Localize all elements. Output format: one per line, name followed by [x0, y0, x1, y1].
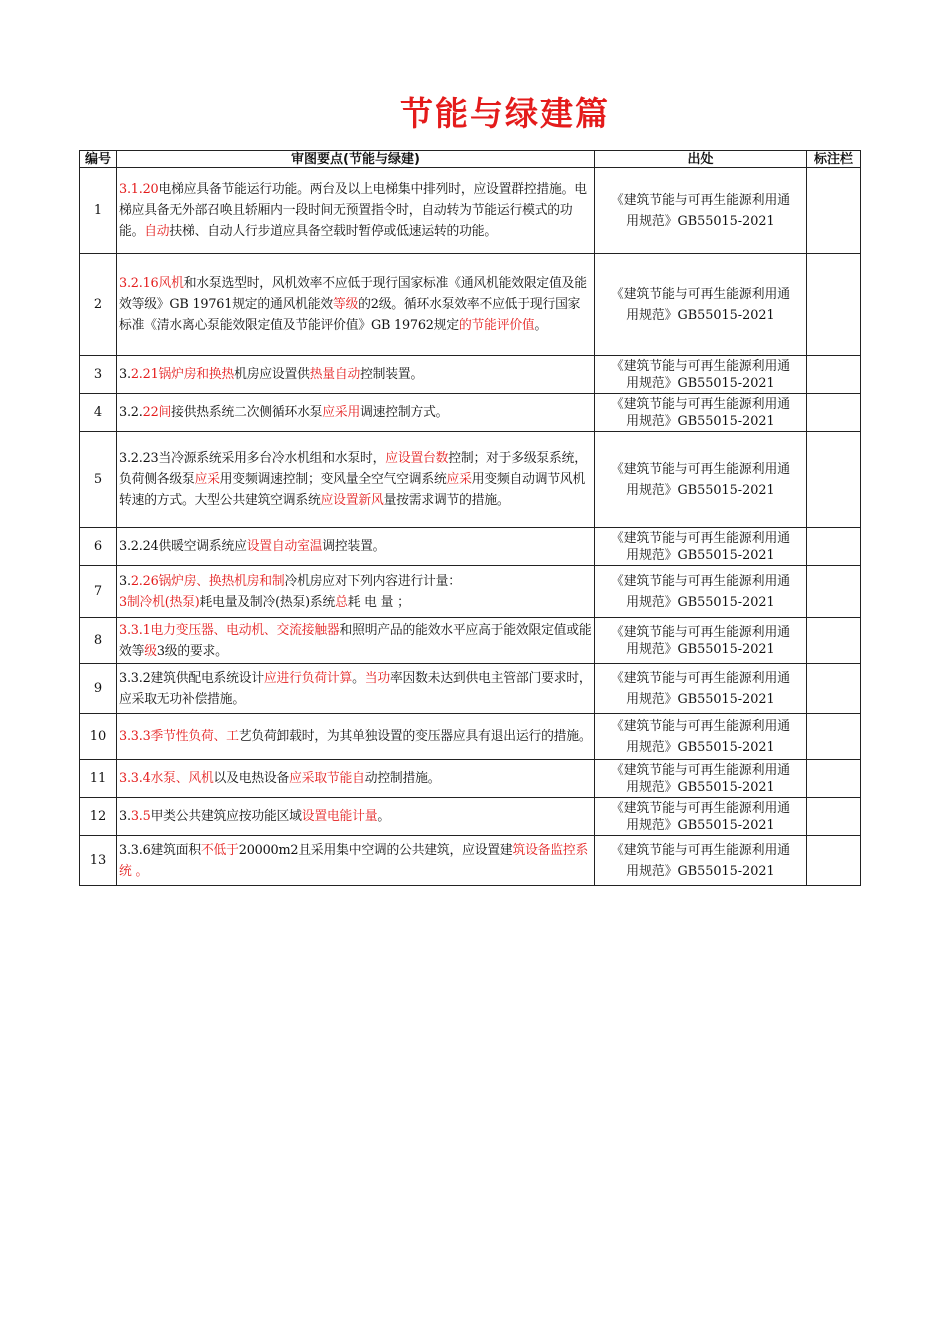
point-text: 冷机房应对下列内容进行计量：	[284, 573, 461, 589]
highlight-text: 筑设备监控系统 。	[119, 842, 589, 879]
source-line: 用规范》GB55015-2021	[626, 307, 775, 323]
source-line: 用规范》GB55015-2021	[626, 547, 775, 563]
point-text: 3级的要求。	[156, 643, 228, 659]
highlight-text: 应设置新风	[320, 493, 384, 508]
source-line: 《建筑节能与可再生能源利用通	[610, 800, 791, 816]
note-cell[interactable]	[807, 836, 861, 886]
source-citation	[595, 168, 807, 254]
source-citation	[595, 254, 807, 356]
highlight-text: 当功	[364, 670, 390, 686]
row-number: 4	[80, 394, 117, 432]
source-line: 用规范》GB55015-2021	[626, 213, 775, 229]
note-cell[interactable]	[807, 394, 861, 432]
row-number: 3	[80, 356, 117, 394]
point-text: 耗 电 量 ；	[347, 594, 410, 610]
review-point	[117, 528, 595, 566]
highlight-text: 2.21锅炉房和换热	[130, 367, 235, 382]
review-point	[117, 760, 595, 798]
point-text: 的2级。循环水泵效率不应低于现行国家标准《清水离心泵能效限定值及节能评价值》GB 19762规定	[119, 297, 581, 333]
note-cell[interactable]	[807, 714, 861, 760]
table-row	[80, 254, 861, 356]
table-row	[80, 714, 861, 760]
point-text: 3.	[119, 809, 131, 824]
row-number: 2	[80, 254, 117, 356]
point-text: 率因数未达到供电主管部门要求时，应采取无功补偿措施。	[119, 670, 592, 707]
row-number: 8	[80, 618, 117, 664]
source-line: 用规范》GB55015-2021	[626, 594, 775, 610]
source-line: 用规范》GB55015-2021	[626, 863, 775, 879]
note-cell[interactable]	[807, 356, 861, 394]
source-line: 《建筑节能与可再生能源利用通	[610, 530, 791, 546]
table-row	[80, 664, 861, 714]
point-text: 用变频调速控制；变风量全空气空调系统	[219, 472, 447, 487]
review-point	[117, 836, 595, 886]
note-cell[interactable]	[807, 168, 861, 254]
point-text: 3.2.	[119, 405, 143, 420]
table-row	[80, 356, 861, 394]
point-text: 艺负荷卸载时，为其单独设置的变压器应具有退出运行的措施。	[238, 729, 592, 744]
review-table	[79, 150, 861, 886]
highlight-text: 3.5	[130, 809, 151, 824]
highlight-text: 应进行负荷计算	[263, 670, 353, 686]
highlight-text: 2.26锅炉房、换热机房和制	[130, 573, 285, 589]
row-number: 10	[80, 714, 117, 760]
highlight-text: 热量自动	[309, 367, 361, 382]
note-cell[interactable]	[807, 566, 861, 618]
highlight-text: 3.1.20	[119, 182, 159, 197]
note-cell[interactable]	[807, 432, 861, 528]
highlight-text: 应采取节能自	[289, 771, 365, 786]
source-citation	[595, 760, 807, 798]
point-text: 调速控制方式。	[360, 405, 449, 420]
highlight-text: 3.2.16风机	[119, 276, 184, 291]
source-line: 《建筑节能与可再生能源利用通	[610, 461, 791, 477]
page-title: 节能与绿建篇	[400, 94, 610, 133]
point-text: 3.	[119, 573, 131, 589]
point-text: 3.2.23当冷源系统采用多台冷水机组和水泵时，	[119, 451, 386, 466]
highlight-text: 级	[144, 643, 157, 659]
highlight-text: 3.3.1电力变压器、电动机、交流接触器	[119, 622, 340, 638]
point-text: 和照明产品的能效水平应高于能效限定值或能效等	[119, 622, 592, 659]
source-line: 用规范》GB55015-2021	[626, 691, 775, 707]
source-line: 用规范》GB55015-2021	[626, 482, 775, 498]
source-line: 《建筑节能与可再生能源利用通	[610, 718, 791, 734]
source-citation	[595, 664, 807, 714]
source-line: 用规范》GB55015-2021	[626, 375, 775, 391]
row-number: 1	[80, 168, 117, 254]
point-text: 甲类公共建筑应按功能区域	[150, 809, 302, 824]
note-cell[interactable]	[807, 798, 861, 836]
review-point	[117, 618, 595, 664]
point-text: 3.2.24供暖空调系统应	[119, 539, 247, 554]
row-number: 13	[80, 836, 117, 886]
review-point	[117, 566, 595, 618]
highlight-text: 应设置台数	[385, 451, 449, 466]
table-header-row	[80, 151, 861, 168]
highlight-text: 22间	[142, 405, 172, 420]
header-review-points: 审图要点(节能与绿建)	[117, 151, 595, 168]
point-text: 3.3.2建筑供配电系统设计	[119, 670, 264, 686]
highlight-text: 等级	[332, 297, 359, 312]
table-row	[80, 168, 861, 254]
row-number: 11	[80, 760, 117, 798]
table-row	[80, 432, 861, 528]
source-citation	[595, 356, 807, 394]
source-citation	[595, 432, 807, 528]
source-line: 《建筑节能与可再生能源利用通	[610, 573, 791, 589]
point-text: 机房应设置供	[234, 367, 310, 382]
note-cell[interactable]	[807, 664, 861, 714]
source-line: 用规范》GB55015-2021	[626, 817, 775, 833]
source-citation	[595, 566, 807, 618]
table-body	[80, 168, 861, 886]
point-text: 和水泵选型时，风机效率不应低于现行国家标准《通风机能效限定值及能效等级》GB 19761规定的通风机能效	[119, 276, 587, 312]
review-point	[117, 356, 595, 394]
table-row	[80, 618, 861, 664]
note-cell[interactable]	[807, 618, 861, 664]
highlight-text: 3.3.3季节性负荷、工	[119, 729, 239, 744]
point-text: 动控制措施。	[364, 771, 441, 786]
source-line: 用规范》GB55015-2021	[626, 413, 775, 429]
header-no: 编号	[80, 151, 117, 168]
row-number: 6	[80, 528, 117, 566]
source-line: 《建筑节能与可再生能源利用通	[610, 762, 791, 778]
highlight-text: 设置自动室温	[246, 539, 323, 554]
highlight-text: 自动	[144, 224, 170, 239]
source-citation	[595, 394, 807, 432]
review-point	[117, 394, 595, 432]
source-line: 《建筑节能与可再生能源利用通	[610, 192, 791, 208]
source-line: 用规范》GB55015-2021	[626, 641, 775, 657]
highlight-text: 总	[335, 594, 348, 610]
source-line: 《建筑节能与可再生能源利用通	[610, 670, 791, 686]
highlight-text: 设置电能计量	[301, 809, 378, 824]
source-line: 《建筑节能与可再生能源利用通	[610, 358, 791, 374]
point-text: 3.	[119, 367, 131, 382]
highlight-text: 3.3.4水泵、风机	[119, 771, 214, 786]
highlight-text: 的节能评价值	[458, 318, 535, 333]
highlight-text: 3制冷机(热泵)	[119, 594, 200, 610]
note-cell[interactable]	[807, 254, 861, 356]
source-line: 《建筑节能与可再生能源利用通	[610, 624, 791, 640]
highlight-text: 应采	[194, 472, 220, 487]
highlight-text: 应采用	[322, 405, 361, 420]
source-citation	[595, 528, 807, 566]
header-note: 标注栏	[807, 151, 861, 168]
review-point	[117, 254, 595, 356]
point-text: 用变频自动调节风机转速的方式。大型公共建筑空调系统	[119, 472, 586, 508]
table-row	[80, 836, 861, 886]
row-number: 7	[80, 566, 117, 618]
highlight-text: 应采	[446, 472, 472, 487]
header-source: 出处	[595, 151, 807, 168]
point-text: 3.3.6建筑面积	[119, 842, 201, 858]
point-text: 扶梯、自动人行步道应具备空载时暂停或低速运转的功能。	[169, 224, 497, 239]
point-text: 耗电量及制冷(热泵)系统	[199, 594, 336, 610]
review-point	[117, 432, 595, 528]
source-line: 用规范》GB55015-2021	[626, 739, 775, 755]
source-citation	[595, 714, 807, 760]
table-row	[80, 760, 861, 798]
review-point	[117, 664, 595, 714]
table-row	[80, 528, 861, 566]
review-point	[117, 714, 595, 760]
row-number: 9	[80, 664, 117, 714]
table-row	[80, 566, 861, 618]
point-text: 量按需求调节的措施。	[383, 493, 510, 508]
point-text: 。	[377, 809, 390, 824]
review-point	[117, 168, 595, 254]
note-cell[interactable]	[807, 760, 861, 798]
source-line: 《建筑节能与可再生能源利用通	[610, 396, 791, 412]
source-citation	[595, 618, 807, 664]
point-text: 。	[534, 318, 548, 333]
point-text: 控制装置。	[360, 367, 424, 382]
note-cell[interactable]	[807, 528, 861, 566]
point-text: 以及电热设备	[213, 771, 290, 786]
point-text: 控制；对于多级泵系统，负荷侧各级泵	[119, 451, 587, 487]
source-citation	[595, 798, 807, 836]
review-point	[117, 798, 595, 836]
source-citation	[595, 836, 807, 886]
point-text: 。	[352, 670, 365, 686]
row-number: 5	[80, 432, 117, 528]
point-text: 20000m2且采用集中空调的公共建筑，应设置建	[238, 842, 513, 858]
source-line: 《建筑节能与可再生能源利用通	[610, 286, 791, 302]
point-text: 电梯应具备节能运行功能。两台及以上电梯集中排列时，应设置群控措施。电梯应具备无外部召唤且轿厢内一段时间无预置指令时，自动转为节能运行模式的功能。	[119, 182, 587, 239]
highlight-text: 不低于	[200, 842, 239, 858]
source-line: 用规范》GB55015-2021	[626, 779, 775, 795]
table-row	[80, 394, 861, 432]
table-row	[80, 798, 861, 836]
row-number: 12	[80, 798, 117, 836]
point-text: 接供热系统二次侧循环水泵	[171, 405, 323, 420]
source-line: 《建筑节能与可再生能源利用通	[610, 842, 791, 858]
point-text: 调控装置。	[322, 539, 386, 554]
